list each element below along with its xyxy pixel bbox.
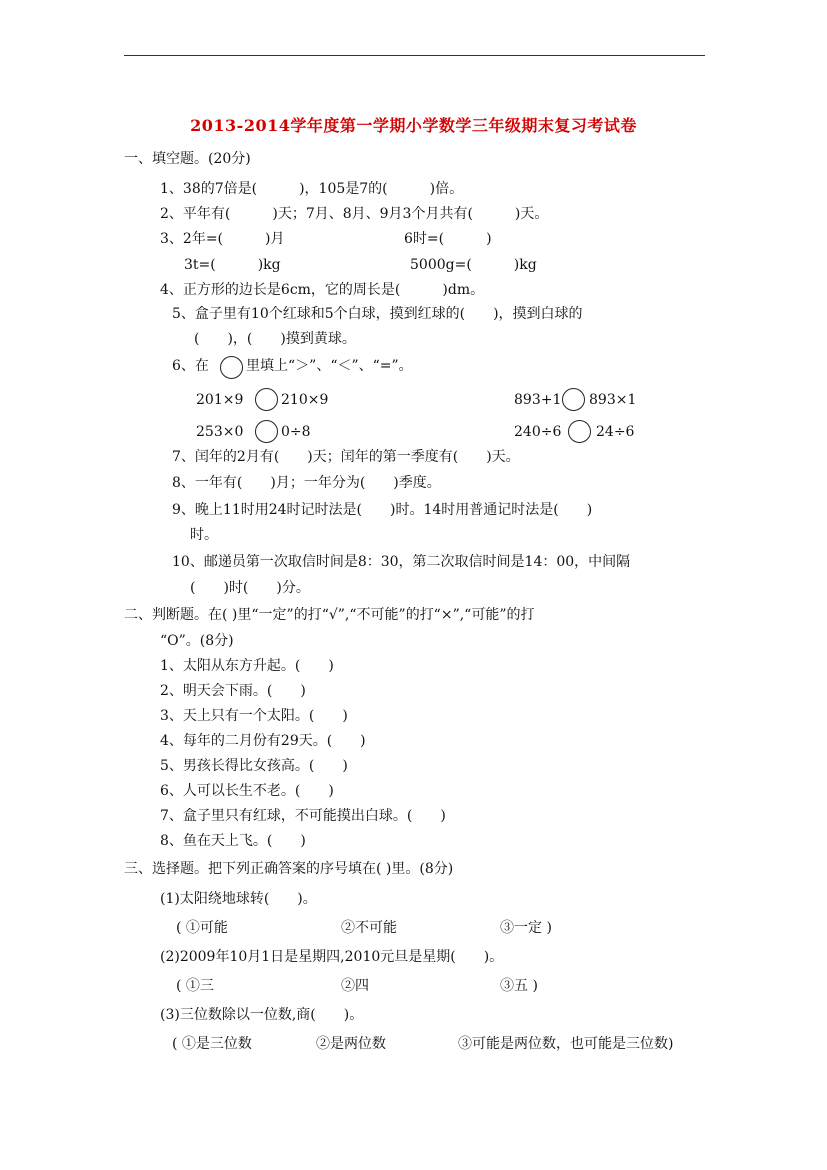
- question-1-2: 2、平年有( )天；7月、8月、9月3个月共有( )天。: [160, 206, 549, 222]
- page-title: 2013-2014学年度第一学期小学数学三年级期末复习考试卷: [190, 116, 637, 135]
- question-1-3c: 3t=( )kg: [184, 257, 281, 273]
- question-1-8: 8、一年有( )月；一年分为( )季度。: [172, 475, 441, 491]
- judge-item-8: 8、鱼在天上飞。( ): [160, 833, 306, 849]
- compare-1-right: 210×9: [281, 392, 329, 408]
- choice-1-option-1: ( ①可能: [176, 920, 228, 936]
- compare-2-right: 893×1: [589, 392, 637, 408]
- compare-4-circle[interactable]: [568, 420, 591, 443]
- question-1-3b: 6时=( ): [404, 231, 492, 247]
- question-1-6-text: 里填上“＞”、“＜”、“=”。: [246, 358, 413, 374]
- question-1-9a: 9、晚上11时用24时记时法是( )时。14时用普通记时法是( ): [172, 502, 593, 518]
- compare-1-circle[interactable]: [255, 388, 278, 411]
- compare-2-circle[interactable]: [562, 388, 585, 411]
- compare-3-circle[interactable]: [255, 420, 278, 443]
- section-2-heading: 二、判断题。在( )里“一定”的打“√”,“不可能”的打“×”,“可能”的打: [124, 607, 535, 623]
- choice-2-option-1: ( ①三: [176, 978, 214, 994]
- choice-3-option-3: ③可能是两位数，也可能是三位数): [458, 1036, 674, 1052]
- question-1-5b: ( )，( )摸到黄球。: [194, 331, 356, 347]
- question-1-7: 7、闰年的2月有( )天；闰年的第一季度有( )天。: [172, 449, 520, 465]
- judge-item-4: 4、每年的二月份有29天。( ): [160, 733, 366, 749]
- compare-4-left: 240÷6: [514, 424, 562, 440]
- section-1-heading: 一、填空题。(20分): [124, 151, 251, 167]
- choice-question-2: (2)2009年10月1日是星期四,2010元旦是星期( )。: [160, 949, 504, 965]
- judge-item-3: 3、天上只有一个太阳。( ): [160, 708, 348, 724]
- choice-1-option-3: ③一定 ): [500, 920, 552, 936]
- compare-4-right: 24÷6: [596, 424, 635, 440]
- choice-2-option-2: ②四: [341, 978, 369, 994]
- choice-question-3: (3)三位数除以一位数,商( )。: [160, 1007, 364, 1023]
- judge-item-6: 6、人可以长生不老。( ): [160, 783, 334, 799]
- choice-1-option-2: ②不可能: [341, 920, 397, 936]
- compare-1-left: 201×9: [196, 392, 244, 408]
- judge-item-2: 2、明天会下雨。( ): [160, 683, 306, 699]
- header-rule: [124, 55, 705, 56]
- judge-item-5: 5、男孩长得比女孩高。( ): [160, 758, 348, 774]
- choice-question-1: (1)太阳绕地球转( )。: [160, 891, 317, 907]
- section-2-heading-cont: “O”。(8分): [160, 633, 234, 649]
- section-3-heading: 三、选择题。把下列正确答案的序号填在( )里。(8分): [124, 861, 454, 877]
- choice-3-option-2: ②是两位数: [316, 1036, 386, 1052]
- question-1-1: 1、38的7倍是( )，105是7的( )倍。: [160, 181, 464, 197]
- judge-item-7: 7、盒子里只有红球，不可能摸出白球。( ): [160, 808, 446, 824]
- compare-3-left: 253×0: [196, 424, 244, 440]
- question-1-9b: 时。: [190, 527, 218, 543]
- choice-2-option-3: ③五 ): [500, 978, 538, 994]
- question-1-3d: 5000g=( )kg: [410, 257, 537, 273]
- question-1-3a: 3、2年=( )月: [160, 231, 285, 247]
- compare-circle-icon: [220, 356, 243, 379]
- judge-item-1: 1、太阳从东方升起。( ): [160, 658, 334, 674]
- question-1-10b: ( )时( )分。: [190, 580, 310, 596]
- question-1-4: 4、正方形的边长是6cm，它的周长是( )dm。: [160, 282, 485, 298]
- question-1-6-prefix: 6、在: [172, 358, 209, 374]
- compare-2-left: 893+1: [514, 392, 562, 408]
- compare-3-right: 0÷8: [281, 424, 311, 440]
- question-1-10a: 10、邮递员第一次取信时间是8：30，第二次取信时间是14：00，中间隔: [172, 554, 631, 570]
- choice-3-option-1: ( ①是三位数: [172, 1036, 252, 1052]
- question-1-5a: 5、盒子里有10个红球和5个白球，摸到红球的( )，摸到白球的: [172, 306, 583, 322]
